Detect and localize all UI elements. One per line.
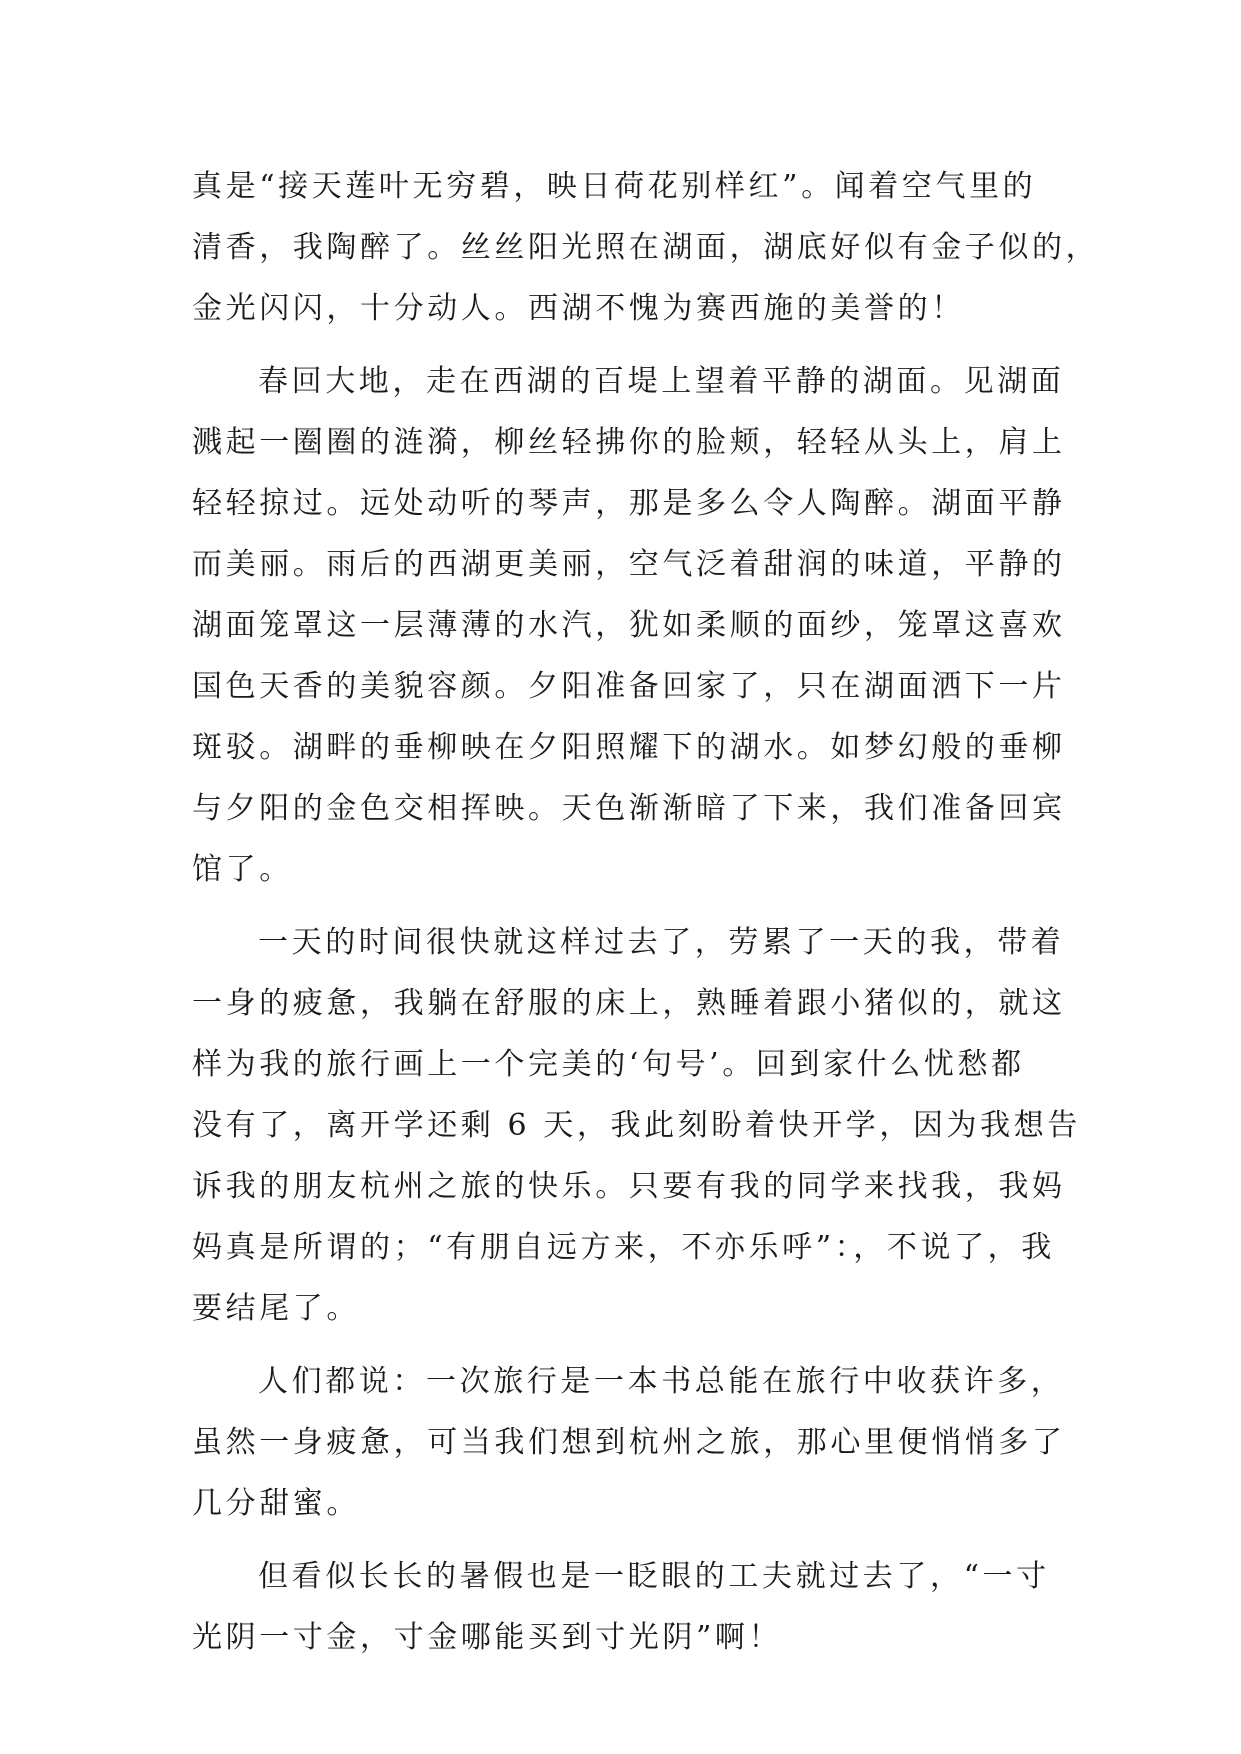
- text-line: 没有了，离开学还剩 6 天，我此刻盼着快开学，因为我想告: [192, 1108, 1081, 1143]
- paragraph-gap: [192, 1534, 1052, 1546]
- paragraph-4: [192, 1351, 1066, 1534]
- text-line: 一天的时间很快就这样过去了，劳累了一天的我，带着: [258, 925, 1065, 960]
- text-line: 真是“接天莲叶无穷碧，映日荷花别样红”。闻着空气里的: [192, 169, 1037, 204]
- text-line: 样为我的旅行画上一个完美的‘句号’。回到家什么忧愁都: [192, 1047, 1025, 1082]
- paragraph-gap: [192, 339, 1052, 351]
- text-line: 几分甜蜜。: [192, 1486, 360, 1521]
- text-line: 而美丽。雨后的西湖更美丽，空气泛着甜润的味道，平静的: [192, 547, 1066, 582]
- text-line: 光阴一寸金，寸金哪能买到寸光阴”啊！: [192, 1620, 783, 1655]
- text-line: 诉我的朋友杭州之旅的快乐。只要有我的同学来找我，我妈: [192, 1169, 1066, 1204]
- paragraph-2: [192, 351, 1066, 900]
- text-line: 斑驳。湖畔的垂柳映在夕阳照耀下的湖水。如梦幻般的垂柳: [192, 730, 1066, 765]
- text-line: 国色天香的美貌容颜。夕阳准备回家了，只在湖面洒下一片: [192, 669, 1066, 704]
- text-line: 妈真是所谓的；“有朋自远方来，不亦乐呼”：，不说了，我: [192, 1230, 1055, 1265]
- text-line: 要结尾了。: [192, 1291, 360, 1326]
- document-body: [192, 156, 1100, 1668]
- text-line: 溅起一圈圈的涟漪，柳丝轻拂你的脸颊，轻轻从头上，肩上: [192, 425, 1066, 460]
- paragraph-1: [192, 156, 1100, 339]
- text-line: 湖面笼罩这一层薄薄的水汽，犹如柔顺的面纱，笼罩这喜欢: [192, 608, 1066, 643]
- text-line: 清香，我陶醉了。丝丝阳光照在湖面，湖底好似有金子似的，: [192, 230, 1100, 265]
- paragraph-5: [192, 1546, 1052, 1668]
- text-line: 春回大地，走在西湖的百堤上望着平静的湖面。见湖面: [258, 364, 1065, 399]
- paragraph-3: [192, 912, 1081, 1339]
- text-line: 人们都说：一次旅行是一本书总能在旅行中收获许多，: [258, 1364, 1065, 1399]
- text-line: 轻轻掠过。远处动听的琴声，那是多么令人陶醉。湖面平静: [192, 486, 1066, 521]
- paragraph-gap: [192, 1339, 1052, 1351]
- text-line: 与夕阳的金色交相挥映。天色渐渐暗了下来，我们准备回宾: [192, 791, 1066, 826]
- text-line: 馆了。: [192, 852, 293, 887]
- text-line: 一身的疲惫，我躺在舒服的床上，熟睡着跟小猪似的，就这: [192, 986, 1066, 1021]
- text-line: 金光闪闪，十分动人。西湖不愧为赛西施的美誉的！: [192, 291, 965, 326]
- text-line: 虽然一身疲惫，可当我们想到杭州之旅，那心里便悄悄多了: [192, 1425, 1066, 1460]
- paragraph-gap: [192, 900, 1052, 912]
- text-line: 但看似长长的暑假也是一眨眼的工夫就过去了，“一寸: [258, 1559, 1050, 1594]
